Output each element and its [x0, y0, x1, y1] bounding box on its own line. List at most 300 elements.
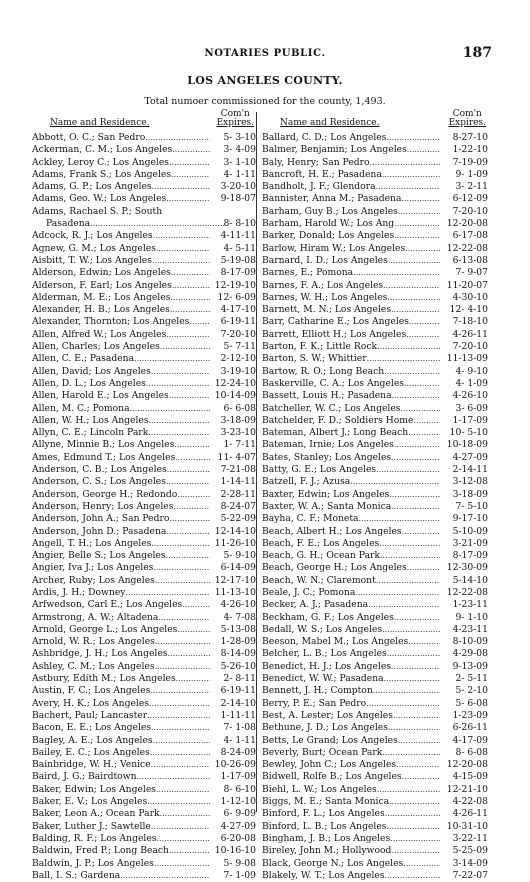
commission-expiry-date: 11- 4-07: [217, 451, 256, 463]
notary-entry: [32, 562, 256, 574]
commission-expiry-date: 9- 1-10: [455, 611, 488, 623]
notary-name-residence: [262, 415, 440, 427]
leader-dots: [153, 230, 210, 242]
notary-name-text: Bachert, Paul; Lancaster: [32, 709, 148, 721]
notary-entry: [262, 698, 488, 710]
leader-dots: [171, 169, 210, 181]
notary-name-text: Angell, T. H.; Los Angeles: [32, 537, 152, 549]
notary-name-residence: [32, 858, 210, 870]
leader-dots: [401, 403, 441, 415]
commission-expiry-date: 12-17-10: [214, 574, 256, 586]
notary-entry: [262, 685, 488, 697]
notary-name-residence: [32, 489, 210, 501]
leader-dots: [408, 636, 440, 648]
commission-expiry-date: 4-23-11: [452, 623, 488, 635]
notary-name-residence: [32, 550, 210, 562]
leader-dots: [398, 735, 440, 747]
notary-name-residence: [32, 636, 210, 648]
leader-dots: [170, 292, 210, 304]
notary-name-text: Biehl, L. W.; Los Angeles: [262, 783, 377, 795]
notary-name-text: Beverly, Burt; Ocean Park: [262, 746, 383, 758]
notary-name-text: Baxter, W. A.; Santa Monica: [262, 500, 392, 512]
notary-entry: [32, 476, 256, 488]
notary-entry: [32, 550, 256, 562]
notary-entry: [32, 157, 256, 169]
notary-name-residence: [32, 698, 210, 710]
notary-name-text: Ardis, J. H.; Downey: [32, 586, 126, 598]
leader-dots: [366, 698, 440, 710]
notary-entry: [262, 845, 488, 857]
notary-name-residence: [32, 464, 210, 476]
notary-name-residence: [32, 193, 210, 205]
notary-name-residence: [32, 599, 210, 611]
leader-dots: [172, 280, 210, 292]
notary-name-residence: [262, 439, 440, 451]
notary-name-residence: [262, 599, 440, 611]
notary-name-text: Adams, G. P.; Los Angeles: [32, 181, 152, 193]
notary-entry: [262, 624, 488, 636]
commission-expiry-date: 8-27-10: [452, 132, 488, 143]
notary-name-text: Avery, H. K.; Los Angeles: [32, 697, 149, 709]
notary-name-residence: [262, 169, 440, 181]
notary-name-residence: [32, 169, 210, 181]
leader-dots: [160, 341, 210, 353]
leader-dots: [393, 710, 440, 722]
leader-dots: [148, 427, 210, 439]
commission-expiry-date: 9-18-07: [220, 193, 256, 205]
notary-name-text: Bassett, Louis H.; Pasadena: [262, 390, 392, 402]
notary-entry: [32, 403, 256, 415]
leader-dots: [391, 304, 440, 316]
leader-dots: [386, 132, 440, 144]
notary-name-text: Allen, Charles; Los Angeles: [32, 341, 160, 353]
notary-name-text: Arnold, George L.; Los Angeles: [32, 623, 178, 635]
notary-name-residence: [262, 501, 440, 513]
notary-name-residence: [262, 538, 440, 550]
notary-name-residence: [262, 526, 440, 538]
total-commissioned-line: Total numoer commissioned for the county, 1,493.: [144, 96, 386, 107]
notary-name-residence: [32, 870, 210, 882]
notary-name-text: Anderson, Henry; Los Angeles: [32, 500, 174, 512]
notary-name-residence: [32, 390, 210, 402]
leader-dots: [175, 452, 210, 464]
notary-name-residence: [32, 427, 210, 439]
leader-dots: [401, 193, 440, 205]
notary-entry: [32, 759, 256, 771]
notary-name-residence: [32, 255, 210, 267]
leader-dots: [389, 489, 440, 501]
notary-entry: [262, 181, 488, 193]
notary-entry: [262, 759, 488, 771]
notary-name-text: Allen, David; Los Angeles: [32, 365, 151, 377]
commission-expiry-date: 7- 9-07: [455, 267, 488, 279]
notary-name-residence: [32, 476, 210, 488]
commission-expiry-date: 7-20-10: [452, 341, 488, 353]
commission-expiry-date: 4-26-11: [452, 328, 488, 340]
commission-expiry-date: 1-28-09: [220, 636, 256, 648]
leader-dots: [166, 526, 210, 538]
commission-expiry-date: 3- 2-11: [455, 181, 488, 193]
notary-name-text: Barrett, Elliott H.; Los Angeles: [262, 328, 407, 340]
notary-name-text: Berry, P. E.; San Pedro: [262, 697, 367, 709]
notary-name-text: Betts, Le Grand; Los Angeles: [262, 734, 398, 746]
leader-dots: [166, 329, 210, 341]
notary-name-residence: [32, 833, 210, 845]
leader-dots: [151, 759, 210, 771]
notary-name-residence: [32, 439, 210, 451]
notary-name-residence: [262, 132, 440, 144]
leader-dots: [160, 808, 210, 820]
notary-name-text: Baly, Henry; San Pedro: [262, 156, 370, 168]
leader-dots: [367, 353, 440, 365]
leader-dots: [171, 267, 210, 279]
commission-expiry-date: 4-26-10: [220, 599, 256, 611]
notary-name-text: Baker, Leon A.; Ocean Park: [32, 808, 160, 820]
leader-dots: [155, 636, 210, 648]
notary-name-residence: [32, 230, 210, 242]
notary-entry: [262, 390, 488, 402]
leader-dots: [379, 538, 440, 550]
notary-entry: [262, 526, 488, 538]
commission-expiry-date: 12-19-10: [214, 279, 256, 291]
leader-dots: [404, 378, 440, 390]
notary-entry: [32, 698, 256, 710]
notary-name-residence: [262, 378, 440, 390]
notary-entry: [32, 255, 256, 267]
notary-name-text: Adams, Rachael S. P.; South: [32, 205, 163, 217]
notary-name-residence: [262, 353, 440, 365]
commission-expiry-date: 9-17-10: [452, 513, 488, 525]
commission-expiry-date: 8- 8-10: [223, 218, 256, 230]
leader-dots: [376, 464, 440, 476]
leader-dots: [387, 648, 440, 660]
notary-name-residence: [262, 796, 440, 808]
notary-entry: [262, 280, 488, 292]
leader-dots: [383, 280, 440, 292]
leader-dots: [168, 648, 210, 660]
notary-name-residence: [32, 267, 210, 279]
notary-name-text: Batzell, F. J.; Azusa: [262, 476, 351, 488]
commission-expiry-date: 4- 1-11: [223, 168, 256, 180]
leader-dots: [166, 193, 210, 205]
name-residence-label: Name and Residence.: [50, 118, 150, 128]
notary-entry: [32, 673, 256, 685]
notary-entry: [262, 144, 488, 156]
commission-expiry-date: 4-17-10: [220, 304, 256, 316]
leader-dots: [157, 833, 211, 845]
notary-name-text: Bandholt, J. F.; Glendora: [262, 181, 376, 193]
commission-expiry-date: 8-24-07: [220, 500, 256, 512]
leader-dots: [394, 439, 440, 451]
notary-name-text: Allyn, C. E.; Lincoln Park: [32, 427, 149, 439]
notary-entry: [262, 316, 488, 328]
commission-expiry-date: 4-26-10: [452, 390, 488, 402]
notary-name-text: Adams, Frank S.; Los Angeles: [32, 168, 172, 180]
notary-entry: [262, 439, 488, 451]
notary-name-text: Beach, G. H.; Ocean Park: [262, 550, 381, 562]
right-column: [262, 110, 488, 882]
notary-name-residence: [262, 218, 440, 230]
commission-expiry-date: 2-14-11: [452, 464, 488, 476]
notary-name-text: Anderson, John D.; Pasadena: [32, 525, 167, 537]
notary-name-residence: [32, 526, 210, 538]
notary-name-residence: [262, 255, 440, 267]
notary-name-residence: [32, 673, 210, 685]
leader-dots: [174, 439, 210, 451]
notary-name-text: Barham, Harold W.; Los Ang: [262, 218, 395, 230]
commission-expiry-date: 11-13-09: [446, 353, 488, 365]
notary-entry: [262, 722, 488, 734]
notary-name-residence: [32, 513, 210, 525]
notary-entry: [32, 526, 256, 538]
commission-expiry-date: 3-19-10: [220, 365, 256, 377]
leader-dots: [152, 255, 210, 267]
right-column-header: [262, 110, 488, 132]
left-column-header: [32, 110, 256, 132]
leader-dots: [408, 427, 440, 439]
notary-name-residence: [32, 206, 210, 217]
notary-name-text: Bireley, John M.; Hollywood: [262, 845, 392, 857]
notary-name-residence: [262, 673, 440, 685]
notary-entry: [32, 452, 256, 464]
commission-expiry-date: 3- 1-10: [223, 156, 256, 168]
notary-name-text: Barnes, W. H.; Los Angeles: [262, 291, 388, 303]
commission-expiry-date: 12- 4-10: [449, 304, 488, 316]
commission-expiry-date: 8-17-09: [452, 550, 488, 562]
notary-name-residence: [46, 218, 224, 230]
commission-expiry-date: 8- 6-10: [223, 783, 256, 795]
leader-dots: [90, 218, 224, 230]
notary-name-residence: [32, 821, 210, 833]
notary-name-residence: [262, 206, 440, 218]
commission-expiry-date: 10-16-10: [214, 845, 256, 857]
notary-entry: [32, 661, 256, 673]
notary-name-residence: [262, 292, 440, 304]
commission-expiry-date: 1-23-09: [452, 709, 488, 721]
notary-entry: [262, 403, 488, 415]
leader-dots: [391, 501, 440, 513]
notary-entry: [32, 366, 256, 378]
notary-name-residence: [32, 648, 210, 660]
page-number: 187: [462, 45, 492, 61]
leader-dots: [173, 501, 210, 513]
notary-name-text: Binford, F. L.; Los Angeles: [262, 808, 385, 820]
notary-name-text: Bateman, Albert J.; Long Beach: [262, 427, 409, 439]
commission-expiry-date: 12-20-08: [446, 218, 488, 230]
notary-name-residence: [262, 243, 440, 255]
notary-name-residence: [262, 452, 440, 464]
commission-expiry-date: 3- 4-09: [223, 144, 256, 156]
commission-expiry-date: 5-19-08: [220, 254, 256, 266]
notary-name-text: Allen, W. H.; Los Angeles: [32, 414, 149, 426]
notary-name-text: Anderson, John A.; San Pedro: [32, 513, 170, 525]
commission-expiry-date: 10-31-10: [446, 820, 488, 832]
notary-name-residence: [32, 415, 210, 427]
notary-name-text: Batty, G. E.; Los Angeles: [262, 464, 377, 476]
notary-entry: [32, 292, 256, 304]
commission-expiry-date: 5-22-09: [220, 513, 256, 525]
notary-entry: [262, 255, 488, 267]
notary-name-residence: [262, 476, 440, 488]
commission-expiry-date: 3-18-09: [220, 414, 256, 426]
notary-entry: [32, 427, 256, 439]
notary-name-residence: [262, 341, 440, 353]
notary-entry: [262, 550, 488, 562]
commission-expiry-date: 6-19-11: [220, 316, 256, 328]
leader-dots: [134, 353, 210, 365]
notary-name-text: Beach, George H.; Los Angeles: [262, 562, 407, 574]
leader-dots: [398, 206, 440, 218]
notary-name-text: Ashbridge, J. H.; Los Angeles: [32, 648, 168, 660]
notary-name-text: Austin, F. C.; Los Angeles: [32, 685, 151, 697]
notary-name-text: Anderson, C. B.; Los Angeles: [32, 464, 167, 476]
commission-expiry-date: 2-28-11: [220, 488, 256, 500]
commission-expiry-date: 11-13-10: [214, 586, 256, 598]
leader-dots: [169, 845, 210, 857]
leader-dots: [388, 722, 440, 734]
leader-dots: [380, 550, 440, 562]
commission-expiry-date: 3-20-10: [220, 181, 256, 193]
notary-name-residence: [32, 710, 210, 722]
notary-name-text: Alexander, Thornton; Los Angeles: [32, 316, 190, 328]
notary-name-residence: [32, 329, 210, 341]
notary-entry: [262, 476, 488, 488]
commission-expiry-date: 1- 7-11: [223, 439, 256, 451]
notary-entry: [262, 329, 488, 341]
notary-name-text: Baxter, Edwin; Los Angeles: [262, 488, 390, 500]
notary-entry: [262, 489, 488, 501]
commission-expiry-date: 10-26-09: [214, 759, 256, 771]
notary-name-text: Bancroft, H. E.; Pasadena: [262, 168, 382, 180]
leader-dots: [407, 144, 440, 156]
notary-entry: [32, 796, 256, 808]
notary-entry: [262, 304, 488, 316]
commission-expiry-date: 4- 7-08: [223, 611, 256, 623]
commission-expiry-date: 4- 5-11: [223, 242, 256, 254]
notary-name-residence: [262, 575, 440, 587]
commission-expiry-date: 6-14-09: [220, 562, 256, 574]
notary-entry: [32, 378, 256, 390]
leader-dots: [149, 698, 210, 710]
notary-name-text: Ames, Edmund T.; Los Angeles: [32, 451, 176, 463]
notary-name-residence: [32, 624, 210, 636]
commission-expiry-date: 12-21-10: [446, 783, 488, 795]
notary-entry: [262, 784, 488, 796]
commission-expiry-date: 3-18-09: [452, 488, 488, 500]
commission-expiry-date: 4- 1-11: [223, 734, 256, 746]
commission-expiry-date: 3-23-10: [220, 427, 256, 439]
commission-expiry-date: 12-14-10: [214, 525, 256, 537]
notary-entry: [262, 747, 488, 759]
leader-dots: [152, 181, 210, 193]
commission-expiry-date: 2- 8-11: [223, 673, 256, 685]
notary-name-text: Bethune, J. D.; Los Angeles: [262, 722, 388, 734]
notary-name-residence: [32, 304, 210, 316]
notary-name-text: Bennett, J. H.; Compton: [262, 685, 373, 697]
notary-entry: [32, 722, 256, 734]
notary-name-text: Beach, F. E.; Los Angeles: [262, 537, 380, 549]
notary-entry: [262, 464, 488, 476]
notary-entry: [262, 230, 488, 242]
notary-name-residence: [262, 858, 440, 870]
commission-expiry-date: 5- 7-11: [223, 341, 256, 353]
notary-entry: [262, 218, 488, 230]
notary-name-text: Beale, J. C.; Pomona: [262, 586, 356, 598]
leader-dots: [167, 464, 210, 476]
notary-name-text: Bagley, A. E.; Los Angeles: [32, 734, 153, 746]
name-residence-label: Name and Residence.: [280, 118, 380, 128]
commission-expiry-date: 8-14-09: [220, 648, 256, 660]
notary-name-residence: [262, 403, 440, 415]
notary-name-residence: [32, 403, 210, 415]
notary-name-text: Barker, Donald; Los Angeles: [262, 230, 395, 242]
notary-name-residence: [32, 612, 210, 624]
notary-name-residence: [262, 513, 440, 525]
leader-dots: [177, 489, 210, 501]
notary-name-text: Barr, Catharine E.; Los Angeles: [262, 316, 409, 328]
leader-dots: [384, 366, 440, 378]
notary-name-text: Best, A. Lester; Los Angeles: [262, 709, 393, 721]
commission-expiry-date: 5- 3-10: [223, 132, 256, 143]
notary-entry: [32, 612, 256, 624]
notary-name-residence: [262, 144, 440, 156]
commission-expiry-date: 1-12-10: [220, 796, 256, 808]
commission-expiry-date: 3-22-11: [452, 832, 488, 844]
leader-dots: [156, 784, 210, 796]
notary-name-residence: [32, 452, 210, 464]
notary-name-text: Balding, R. F.; Los Angeles: [32, 832, 157, 844]
leader-dots: [166, 476, 210, 488]
commission-expiry-date: 5- 9-08: [223, 857, 256, 869]
notary-entry: [262, 821, 488, 833]
notary-name-text: Becker, A. J.; Pasadena: [262, 599, 369, 611]
notary-name-text: Barnes, E.; Pomona: [262, 267, 354, 279]
notary-entry: [262, 427, 488, 439]
notary-entry: [32, 439, 256, 451]
leader-dots: [120, 870, 210, 882]
notary-name-residence: [262, 562, 440, 574]
notary-entry: [32, 341, 256, 353]
notary-name-text: Ackerman, C. M.; Los Angeles: [32, 144, 173, 156]
notary-entry: [32, 464, 256, 476]
notary-entry: [32, 624, 256, 636]
notary-entry: [32, 353, 256, 365]
leader-dots: [387, 292, 440, 304]
commission-expiry-date: 7-20-10: [220, 328, 256, 340]
notary-name-text: Beach, W. N.; Claremont: [262, 574, 376, 586]
notary-name-residence: [32, 280, 210, 292]
leader-dots: [153, 735, 210, 747]
notary-name-text: Alderman, M. E.; Los Angeles: [32, 291, 171, 303]
notary-entry: [262, 636, 488, 648]
commission-expiry-date: 4-17-09: [452, 734, 488, 746]
notary-entry: [262, 513, 488, 525]
notary-name-residence: [262, 612, 440, 624]
notary-name-text: Allen, Alfred W.; Los Angeles: [32, 328, 167, 340]
notary-entry: [32, 513, 256, 525]
notary-entry: [262, 599, 488, 611]
notary-name-text: Bewley, John C.; Los Angeles: [262, 759, 397, 771]
leader-dots: [392, 390, 440, 402]
notary-name-residence: [32, 353, 210, 365]
notary-name-residence: [262, 735, 440, 747]
notary-name-residence: [262, 747, 440, 759]
leader-dots: [145, 132, 210, 144]
notary-entry: [32, 858, 256, 870]
notary-name-text: Baird, J. G.; Bairdtown: [32, 771, 137, 783]
leader-dots: [156, 243, 210, 255]
commission-expiry-date: 3-12-08: [452, 476, 488, 488]
